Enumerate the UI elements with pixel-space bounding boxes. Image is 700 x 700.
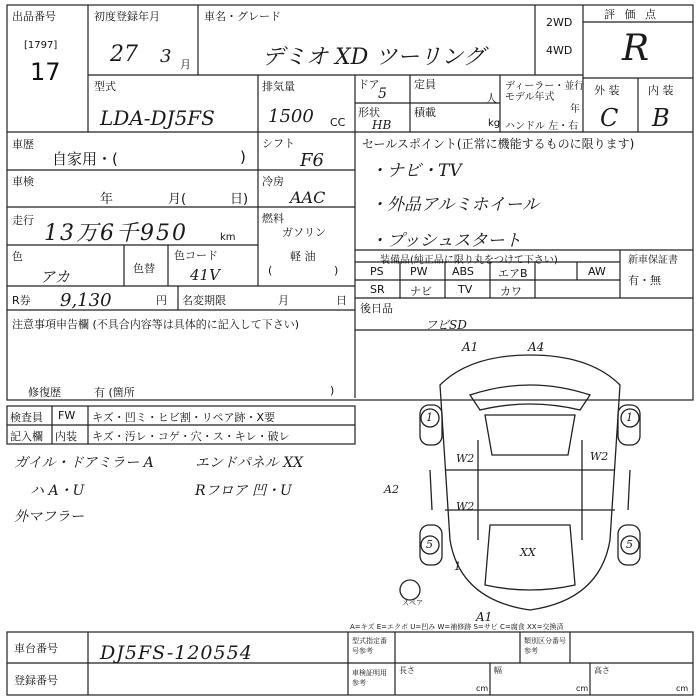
shape-value: HB [372,118,392,132]
fuel-value: ガソリン [282,226,326,239]
car-diagram [400,355,640,610]
first-reg-label: 初度登録年月 [94,10,160,23]
mileage-label: 走行 [12,214,34,227]
diagram-mark: W2 [456,500,475,513]
cm-unit: cm [476,684,489,693]
reg-label: 登録番号 [14,674,58,687]
diagram-mark: 1 [626,411,633,424]
repair-label: 修復歴 [28,386,61,399]
model-year-label: モデル年式 [505,92,555,103]
equip-navi: ナビ [410,285,432,298]
chassis-value: DJ5FS-120554 [100,642,253,664]
int-items: キズ・汚レ・コゲ・穴・ス・キレ・破レ [92,430,290,443]
ac-label: 冷房 [262,175,284,188]
name-grade-value: デミオ XD ツーリング [262,45,485,70]
cm-unit: cm [576,684,589,693]
equip-abs: ABS [452,265,474,278]
displacement-value: 1500 [268,106,314,127]
class-label: 類別区分番号参考 [524,637,566,655]
model-label: 型式 [94,80,116,93]
exterior-value: C [600,104,619,132]
repair-close: ) [330,384,335,397]
equip-leather: カワ [500,285,522,298]
equip-aw: AW [588,265,606,278]
shift-label: シフト [262,137,295,150]
dealer-label: ディーラー・並行 [505,81,585,92]
fuel-paren-open: ( [268,264,273,277]
equip-ps: PS [370,265,384,278]
diagram-legend: A=キズ E=エクボ U=凹み W=補修跡 S=サビ C=腐食 XX=交換済 [350,623,564,631]
exterior-label: 外 装 [594,84,620,97]
score-label: 評 価 点 [604,8,659,21]
capacity-label: 定員 [414,78,436,91]
color-code-label: 色コード [174,249,218,262]
diagram-mark: XX [520,546,536,559]
ac-value: AAC [290,188,326,207]
first-reg-month-unit: 月 [180,58,191,71]
equip-sr: SR [370,283,385,296]
mileage-unit: km [220,232,236,243]
aftermarket-label: 後日品 [360,302,393,315]
spare-stamp: スペア [402,599,423,607]
shaken-label: 車検 [12,175,34,188]
load-unit: kg [488,118,501,129]
diagram-mark: 5 [426,538,433,551]
first-reg-month: 3 [160,46,172,67]
interior-value: B [652,104,670,132]
repair-value: 有 (箇所 [94,386,135,399]
name-grade-label: 車名・グレード [204,10,281,23]
diagram-mark: 5 [626,538,633,551]
equipment-label: 装備品(純正品に限り丸をつけて下さい) [380,255,558,266]
door-label: ドア [358,78,380,91]
shape-label: 形状 [358,106,380,119]
history-value: 自家用・( [52,150,118,168]
displacement-label: 排気量 [262,80,295,93]
vin-cert-label: 車検証明用参考 [352,669,387,687]
model-year-unit: 年 [570,104,580,115]
aftermarket-value: フビSD [425,318,467,332]
diagram-mark: A1 [462,340,479,354]
diagram-mark: A1 [476,610,493,624]
name-change-label: 名変期限 [182,294,226,307]
rcert-label: R券 [12,294,31,307]
lot-small: [1797] [24,40,58,51]
rcert-unit: 円 [156,294,167,307]
name-change-month: 月 [278,294,289,307]
name-change-day: 日 [336,294,347,307]
equip-tv: TV [458,283,473,296]
load-label: 積載 [414,106,436,119]
equip-pw: PW [410,265,428,278]
color-label: 色 [12,250,23,263]
inspector-label-2: 記入欄 [10,430,43,443]
color-code-value: 41V [190,266,220,284]
diagram-mark: A4 [528,340,545,354]
handle-label: ハンドル 左・右 [505,121,579,132]
shift-value: F6 [300,150,324,171]
color-value: アカ [40,268,70,286]
lot-label: 出品番号 [12,10,56,23]
door-value: 5 [378,86,387,102]
fw-items: キズ・凹ミ・ヒビ割・リペア跡・X要 [92,411,276,424]
score-value: R [622,28,650,69]
length-label: 長さ [399,666,415,675]
lot-number: 17 [30,58,61,86]
drive-4wd: 4WD [546,44,573,57]
fuel-alt: 軽 油 [290,250,316,263]
model-value: LDA-DJ5FS [100,106,215,130]
rcert-value: 9,130 [60,290,112,311]
capacity-unit: 人 [486,92,497,105]
inspector-label-1: 検査員 [10,411,43,424]
selling-label: セールスポイント(正常に機能するものに限ります) [362,137,635,151]
displacement-unit: CC [330,116,346,129]
shaken-year: 年 [100,192,114,207]
warranty-label: 新車保証書 [628,255,678,266]
inspector-note: ガイル・ドアミラー A [14,455,154,471]
selling-point: ・プッシュスタート [370,231,522,251]
selling-point: ・外品アルミホイール [370,195,539,215]
fw-label: FW [58,409,76,422]
inspector-note: 外マフラー [14,509,84,525]
width-label: 幅 [494,666,502,675]
drive-2wd: 2WD [546,16,573,29]
diagram-mark: 1 [426,411,433,424]
inspector-note: Rフロア 凹・U [195,483,292,499]
equip-airbag: エアB [498,267,528,280]
warranty-value: 有・無 [628,274,661,287]
diagram-mark: A2 [384,483,399,496]
model-cert-label: 型式指定番号参考 [352,637,387,655]
diagram-mark: 1 [454,560,461,573]
diagram-mark: W2 [590,450,609,463]
cm-unit: cm [676,684,689,693]
selling-point: ・ナビ・TV [370,161,462,181]
notes-label: 注意事項申告欄 (不具合内容等は具体的に記入して下さい) [12,318,300,331]
fuel-label: 燃料 [262,212,284,225]
fuel-paren-close: ) [334,264,339,277]
history-close: ) [240,148,246,166]
height-label: 高さ [594,666,610,675]
mileage-value: 13万6千950 [44,221,188,246]
inspector-note: エンドパネル XX [195,455,304,471]
interior-label: 内 装 [648,84,674,97]
repaint-label: 色替 [133,262,155,275]
shaken-day: 日) [230,192,249,207]
history-label: 車歴 [12,138,34,151]
diagram-mark: W2 [456,452,475,465]
first-reg-year: 27 [110,42,138,67]
shaken-month: 月( [168,192,187,207]
chassis-label: 車台番号 [14,642,58,655]
inspector-note: ハ A・U [30,483,85,499]
int-label: 内装 [55,430,77,443]
